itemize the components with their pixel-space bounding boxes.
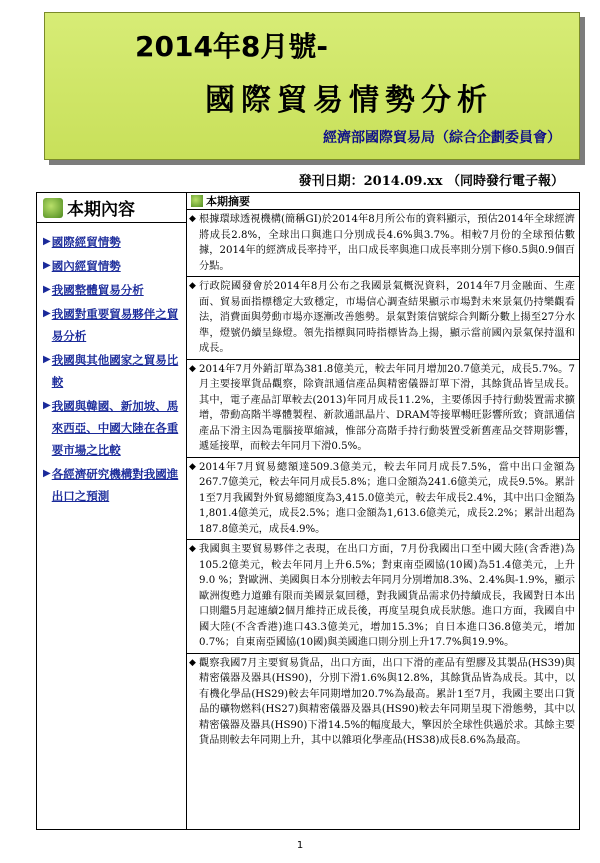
bullet-icon: ◆ — [189, 461, 196, 472]
toc-item[interactable]: ▶ 我國對重要貿易夥伴之貿易分析 — [43, 303, 182, 347]
bullet-icon: ◆ — [189, 281, 196, 291]
sidebar-title: 本期內容 — [67, 200, 135, 220]
bullet-icon: ◆ — [189, 214, 196, 224]
triangle-icon: ▶ — [43, 236, 51, 247]
toc-item[interactable]: ▶ 各經濟研究機構對我國進出口之預測 — [43, 463, 182, 507]
summary-panel — [187, 193, 579, 829]
toc-item[interactable]: ▶ 我國與其他國家之貿易比較 — [43, 349, 182, 393]
issue-date: 發刊日期：2014.09.xx （同時發行電子報） — [298, 174, 564, 189]
summary-paragraph: ◆ 觀察我國7月主要貿易貨品，出口方面，出口下滑的產品有塑膠及其製品(HS39)與精密儀器及器具(HS90)，分別下滑1.6%與12.8%，其餘貨品皆為成長。其中，以有機化學品(HS29)較去年同期增加20.7%為最高。累計1至7月，我國主要出口貨品的礦物燃料(HS27)與精密儀器及器具(HS90)較去年同期呈現下滑態勢，其中以精密儀器及器具(HS90)下滑14.5%的幅度最大，擎因於全球性供過於求。其餘主要貨品則較去年同期上升，其中以雜項化學產品(HS38)成長8.6%為最高。 — [187, 653, 579, 751]
summary-paragraph: ◆ 2014年7月貿易總額達509.3億美元，較去年同月成長7.5%，當中出口金額為267.7億美元，較去年同月成長5.8%；進口金額為241.6億美元，成長9.5%。累計1至7月我國對外貿易總額度為3,415.0億美元，較去年成長2.4%，其中出口金額為1,801.4億美元，成長2.5%；進口金額為1,613.6億美元，成長2.2%；累計出超為187.8億美元，成長4.9%。 — [187, 457, 579, 540]
sidebar — [37, 193, 187, 829]
triangle-icon: ▶ — [43, 308, 51, 319]
summary-paragraph: ◆ 2014年7月外銷訂單為381.8億美元，較去年同月增加20.7億美元，成長5.7%。7月主要接單貨品觀察，除資訊通信產品與精密儀器訂單下滑，其餘貨品皆呈成長。其中，電子產品訂單較去(2013)年同月成長11.2%，主要係因手持行動裝置需求擴增，帶動高階半導體製程、新款通訊晶片、DRAM等接單暢旺影響所致；資訊通信產品下滑主因為電腦接單縮減，惟部分高階手持行動裝置受新舊產品交替期影響，遞延接單，而較去年同月下滑0.5%。 — [187, 359, 579, 457]
bullet-icon: ◆ — [189, 544, 196, 554]
toc-list — [37, 223, 186, 507]
summary-title: 本期摘要 — [206, 195, 250, 208]
sidebar-header — [37, 193, 186, 223]
toc-item[interactable]: ▶ 我國整體貿易分析 — [43, 279, 182, 301]
summary-paragraph: ◆ 我國與主要貿易夥伴之表現，在出口方面，7月份我國出口至中國大陸(含香港)為105.2億美元，較去年同月上升6.5%；對東南亞國協(10國)為51.4億美元，上升9.0 %；對歐洲、美國與日本分別較去年同月分別增加8.3%、2.4%與-1.9%，顯示歐洲復甦力道雖有限而美國景氣回穩，對我國貨品需求仍持續成長，我國對日本出口則繼5月起連續2個月維持正成長後，再度呈現負成長狀態。進口方面，我國自中國大陸(不含香港)進口43.3億美元，增加15.3%；自日本進口36.8億美元，增加0.7%；自東南亞國協(10國)與美國進口則分別上升17.7%與19.9%。 — [187, 539, 579, 653]
leaf-icon — [43, 198, 63, 218]
triangle-icon: ▶ — [43, 400, 51, 411]
publisher: 經濟部國際貿易局（綜合企劃委員會） — [323, 130, 561, 146]
bullet-icon: ◆ — [189, 363, 196, 374]
summary-paragraph: ◆ 行政院國發會於2014年8月公布之我國景氣概況資料，2014年7月金融面、生產面、貿易面指標穩定大致穩定，市場信心調查結果顯示市場對未來景氣仍持樂觀看法，消費面與勞動市場亦逐漸改善態勢。景氣對策信號綜合判斷分數上揚至27分水準，燈號仍續呈綠燈。領先指標與同時指標皆為上揚，顯示當前國內景氣保持溫和成長。 — [187, 276, 579, 359]
title-banner — [44, 12, 580, 160]
bullet-icon: ◆ — [189, 657, 196, 668]
toc-item[interactable]: ▶ 我國與韓國、新加坡、馬來西亞、中國大陸在各重要市場之比較 — [43, 395, 182, 461]
triangle-icon: ▶ — [43, 468, 51, 479]
page-number: 1 — [296, 840, 304, 851]
leaf-icon — [191, 195, 203, 207]
content-frame — [36, 192, 580, 830]
page-title-line2: 國際貿易情勢分析 — [205, 83, 493, 118]
toc-item[interactable]: ▶ 國內經貿情勢 — [43, 255, 182, 277]
toc-item[interactable]: ▶ 國際經貿情勢 — [43, 231, 182, 253]
summary-paragraph: ◆ 根據環球透視機構(簡稱GI)於2014年8月所公布的資料顯示，預估2014年全球經濟將成長2.8%，全球出口與進口分別成長4.6%與3.7%。相較7月份的全球預估數據，2014年的經濟成長率持平，出口成長率與進口成長率則分別下修0.5與0.9個百分點。 — [187, 209, 579, 276]
triangle-icon: ▶ — [43, 284, 51, 295]
triangle-icon: ▶ — [43, 354, 51, 365]
triangle-icon: ▶ — [43, 260, 51, 271]
page-title-line1: 2014年8月號- — [135, 30, 329, 63]
summary-header — [187, 193, 579, 209]
